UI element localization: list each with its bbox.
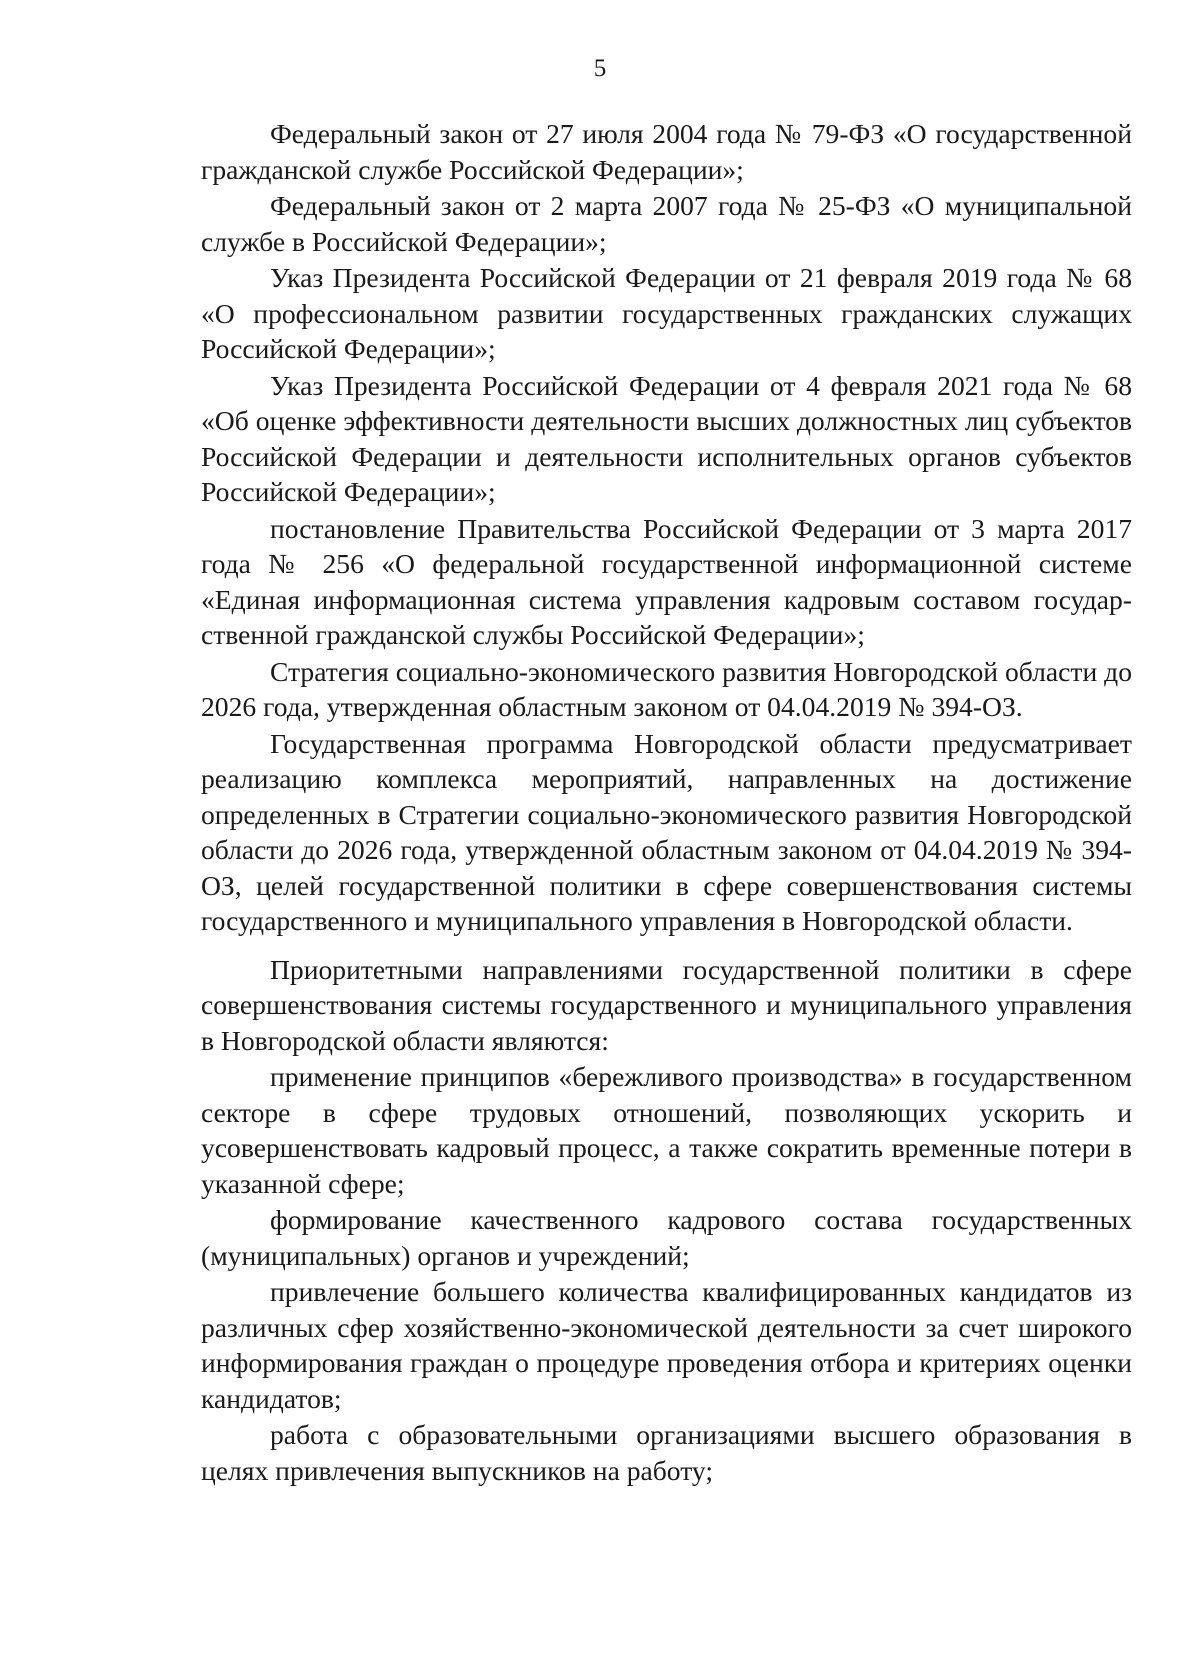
list-item-universities: работа с образовательными организациями высшего образования в целях привлечения выпускников на работу; <box>201 1419 1132 1486</box>
document-body <box>201 116 1132 1489</box>
paragraph-federal-law-25: Федеральный закон от 2 марта 2007 года № 25-ФЗ «О муниципальной службе в Российской Федерации»; <box>201 190 1132 257</box>
paragraph-priorities-intro: Приоритетными направлениями государственной политики в сфере совершенствования системы государственного и муниципального управления в Новгородской области являются: <box>201 953 1132 1056</box>
paragraph-strategy: Стратегия социально-экономического развития Новгородской области до 2026 года, утвержденная областным законом от 04.04.2019 № 394-ОЗ. <box>201 655 1132 722</box>
paragraph-decree-2021: Указ Президента Российской Федерации от 4 февраля 2021 года № 68 «Об оценке эффективности деятельности высших должностных лиц субъектов Российской Федерации и деятельности исполнительных органов субъектов Российской Федерации»; <box>201 369 1132 507</box>
paragraph-decree-2019: Указ Президента Российской Федерации от 21 февраля 2019 года № 68 «О профессиональном развитии государственных гражданских служащих Российской Федерации»; <box>201 262 1132 364</box>
paragraph-state-program: Государственная программа Новгородской области предусматривает реализацию комплекса мероприятий, направленных на достижение определенных в Стратегии социально-экономического развития Новгородской области до 2026 года, утвержденной областным законом от 04.04.2019 № 394-ОЗ, целей государственной политики в сфере совершенствования системы государственного и муниципального управления в Новгородской области. <box>201 727 1132 936</box>
list-item-attract-candidates: привлечение большего количества квалифицированных кандидатов из различных сфер хозяйственно-экономической деятельности за счет широкого информирования граждан о процедуре проведения отбора и критериях оценки кандидатов; <box>201 1276 1132 1414</box>
list-item-qualified-staff: формирование качественного кадрового состава государственных (муниципальных) органов и учреждений; <box>201 1204 1132 1271</box>
paragraph-government-resolution-256: постановление Правительства Российской Федерации от 3 марта 2017 года № 256 «О федеральной государственной информационной системе «Единая информационная система управления кадровым составом государственной гражданской службы Российской Федерации»; <box>201 512 1132 650</box>
paragraph-federal-law-79: Федеральный закон от 27 июля 2004 года № 79-ФЗ «О государственной гражданской службе Российской Федерации»; <box>201 118 1132 185</box>
page-number: 5 <box>593 55 607 82</box>
list-item-lean-production: применение принципов «бережливого производства» в государственном секторе в сфере трудовых отношений, позволяющих ускорить и усовершенствовать кадровый процесс, а также сократить временные потери в указанной сфере; <box>201 1061 1132 1199</box>
